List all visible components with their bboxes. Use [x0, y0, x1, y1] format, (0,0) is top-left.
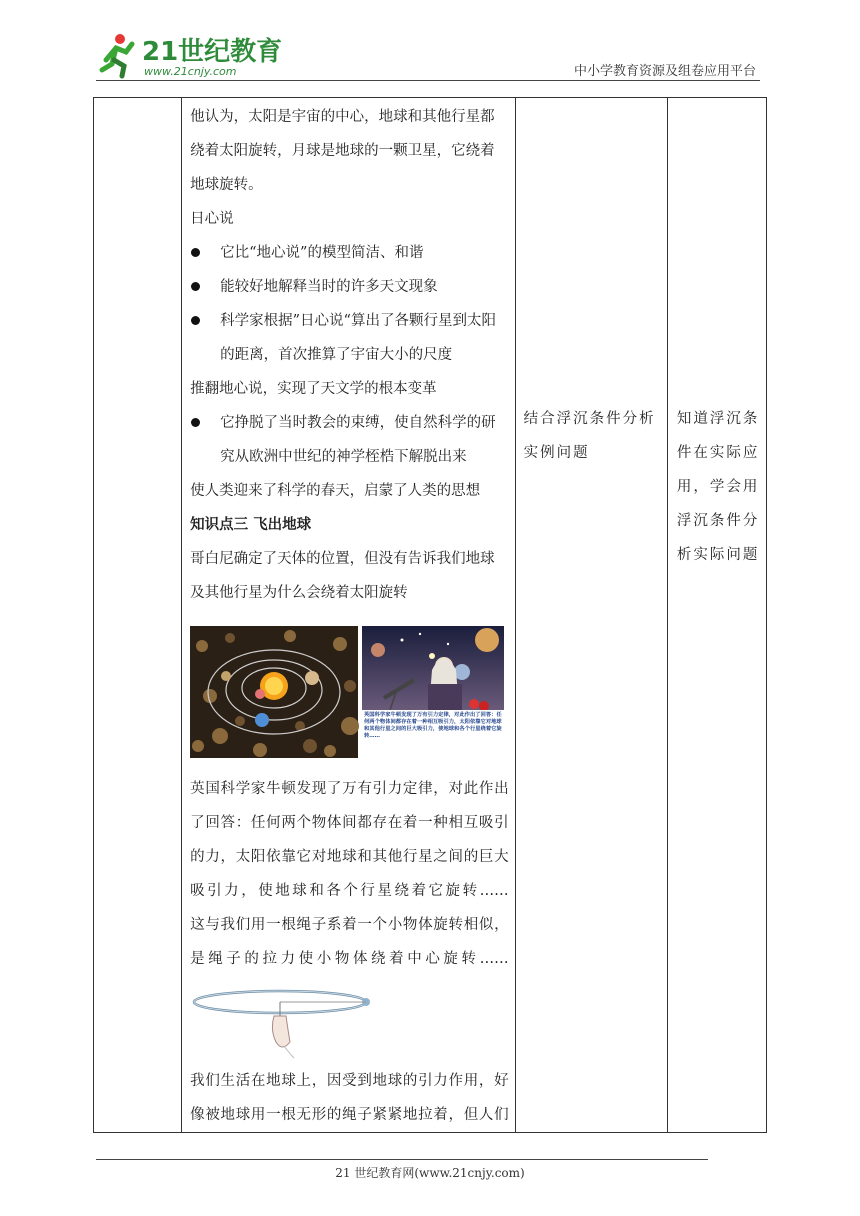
- 21cnjy-logo: [96, 30, 283, 80]
- bullet-continuation: 究从欧洲中世纪的神学桎梏下解脱出来: [220, 449, 467, 465]
- newton-image: [362, 626, 504, 758]
- geocentric-explanation: 他认为，太阳是宇宙的中心，地球和其他行星都绕着太阳旋转，月球是地球的一颗卫星，它绕着地球旋转。: [190, 109, 495, 193]
- stage-cell: [94, 98, 182, 1133]
- lesson-table: [93, 97, 767, 1133]
- earth-gravity-text: 我们生活在地球上，因受到地球的引力作用，好像被地球用一根无形的绳子紧紧地拉着，但人们: [190, 1073, 509, 1123]
- footer-divider: [96, 1159, 708, 1160]
- activity-text: 结合浮沉条件分析实例问题: [523, 411, 656, 461]
- bullet-item: 它挣脱了当时教会的束缚，使自然科学的研: [190, 406, 508, 440]
- bullet-dot-icon: [191, 248, 200, 257]
- platform-name: 中小学教育资源及组卷应用平台: [573, 64, 756, 79]
- svg-text:www.21cnjy.com: www.21cnjy.com: [144, 65, 237, 78]
- header-divider: [96, 80, 760, 81]
- rope-analogy-text: 这与我们用一根绳子系着一个小物体旋转相似，是绳子的拉力使小物体绕着中心旋转……: [190, 917, 509, 967]
- bullet-item: 科学家根据”日心说“算出了各颗行星到太阳: [190, 304, 508, 338]
- copernicus-text: 哥白尼确定了天体的位置，但没有告诉我们地球及其他行星为什么会绕着太阳旋转: [190, 551, 495, 601]
- heliocentric-heading: 日心说: [190, 211, 234, 227]
- bullet-dot-icon: [191, 418, 200, 427]
- newton-image-caption: 英国科学家牛顿发现了万有引力定律，对此作出了回答：任何两个物体间都存在着一种相互吸引力，太阳依靠它对地球和其他行星之间的巨大吸引力，使地球和各个行星绕着它旋转……: [364, 712, 502, 739]
- rope-rotation-image: [190, 986, 374, 1058]
- overturn-text: 推翻地心说，实现了天文学的根本变革: [190, 381, 437, 397]
- svg-text:21世纪教育: 21世纪教育: [142, 37, 283, 67]
- page-header: [0, 0, 860, 90]
- footer-source: 21 世纪教育网(www.21cnjy.com): [335, 1166, 525, 1180]
- content-cell: [182, 98, 515, 1133]
- bullet-dot-icon: [191, 282, 200, 291]
- intent-cell: [667, 98, 766, 1133]
- science-spring-text: 使人类迎来了科学的春天，启蒙了人类的思想: [190, 483, 481, 499]
- intent-text: 知道浮沉条件在实际应用，学会用浮沉条件分析实际问题: [676, 411, 760, 563]
- bullet-item: 它比“地心说”的模型简洁、和谐: [190, 236, 508, 270]
- bullet-dot-icon: [191, 316, 200, 325]
- illustration-row: [190, 626, 508, 758]
- bullet-continuation: 的距离，首次推算了宇宙大小的尺度: [220, 347, 453, 363]
- activity-cell: [515, 98, 667, 1133]
- newton-gravity-text: 英国科学家牛顿发现了万有引力定律，对此作出了回答：任何两个物体间都存在着一种相互吸引的力，太阳依靠它对地球和其他行星之间的巨大吸引力，使地球和各个行星绕着它旋转……: [190, 781, 509, 899]
- solar-system-image: [190, 626, 358, 758]
- knowledge-point-heading: 知识点三 飞出地球: [190, 516, 312, 533]
- bullet-item: 能较好地解释当时的许多天文现象: [190, 270, 508, 304]
